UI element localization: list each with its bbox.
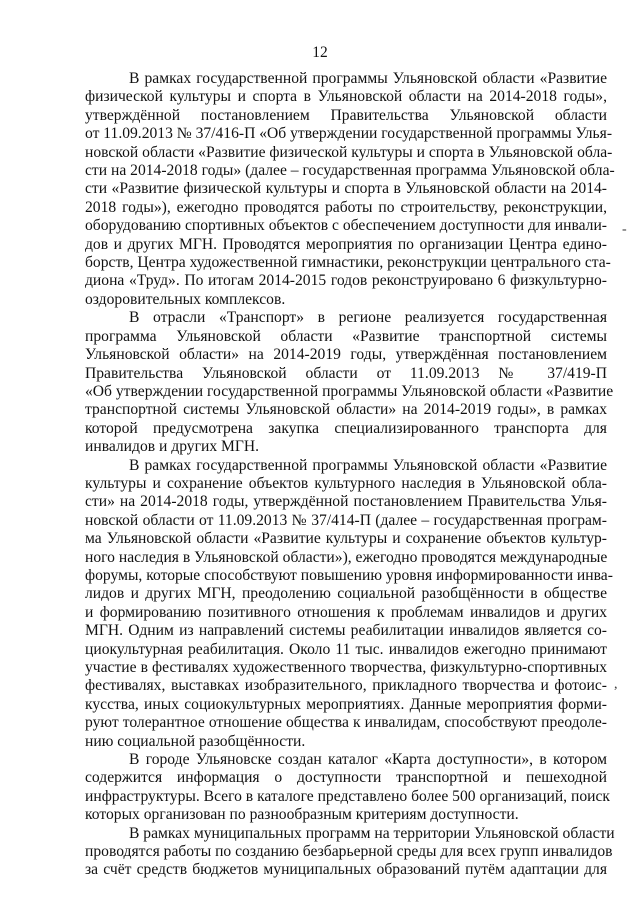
text-line: утверждённой постановлением Правительства Ульяновской области: [85, 106, 607, 124]
text-line: диона «Труд». По итогам 2014-2015 годов реконструировано 6 физкультурно-: [85, 272, 607, 290]
text-line: ма Ульяновской области «Развитие культуры и сохранение объектов культур-: [85, 530, 607, 548]
margin-mark: ,: [614, 677, 618, 692]
text-line: лидов и других МГН, преодолению социальной разобщённости в обществе: [85, 585, 607, 603]
text-line: 2018 годы»), ежегодно проводятся работы по строительству, реконструкции,: [85, 198, 607, 216]
document-body: [85, 70, 615, 880]
text-line: В отрасли «Транспорт» в регионе реализуется государственная: [129, 309, 607, 327]
text-line: МГН. Одним из направлений системы реабилитации инвалидов является со-: [85, 622, 607, 640]
text-line: В рамках муниципальных программ на территории Ульяновской области: [129, 824, 615, 842]
text-line: транспортной системы Ульяновской области» на 2014-2019 годы», в рамках: [85, 401, 607, 419]
paragraph: [85, 70, 615, 309]
text-line: ного наследия в Ульяновской области»), ежегодно проводятся международные: [85, 548, 608, 566]
text-line: новской области от 11.09.2013 № 37/414-П (далее – государственная програм-: [85, 511, 607, 529]
text-line: Ульяновской области» на 2014-2019 годы, утверждённая постановлением: [85, 346, 607, 364]
margin-mark: -: [622, 222, 627, 237]
text-line: оборудованию спортивных объектов с обеспечением доступности для инвали-: [85, 217, 607, 235]
text-line: «Об утверждении государственной программы Ульяновской области «Развитие: [85, 382, 614, 400]
text-line: В городе Ульяновске создан каталог «Карта доступности», в котором: [129, 751, 607, 769]
text-line: В рамках государственной программы Ульяновской области «Развитие: [129, 70, 607, 87]
text-line: которой предусмотрена закупка специализированного транспорта для: [85, 419, 607, 437]
text-line: оздоровительных комплексов.: [85, 290, 286, 308]
paragraph: [85, 751, 610, 825]
text-line: культуры и сохранение объектов культурного наследия в Ульяновской обла-: [85, 474, 607, 492]
text-line: участие в фестивалях художественного творчества, физкультурно-спортивных: [85, 659, 607, 676]
text-line: Правительства Ульяновской области от 11.09.2013 № 37/419-П: [85, 364, 607, 382]
text-line: и формированию позитивного отношения к проблемам инвалидов и других: [85, 603, 607, 621]
text-line: содержится информация о доступности транспортной и пешеходной: [85, 769, 607, 787]
text-line: кусства, иных социокультурных мероприятиях. Данные мероприятия форми-: [85, 695, 607, 713]
text-line: форумы, которые способствуют повышению уровня информированности инва-: [85, 566, 613, 584]
text-line: от 11.09.2013 № 37/416-П «Об утверждении государственной программы Улья-: [85, 125, 613, 143]
text-line: нию социальной разобщённости.: [85, 732, 306, 750]
text-line: сти на 2014-2018 годы» (далее – государственная программа Ульяновской обла-: [85, 162, 615, 180]
text-line: руют толерантное отношение общества к инвалидам, способствуют преодоле-: [85, 714, 607, 732]
paragraph: [85, 824, 615, 880]
text-line: дов и других МГН. Проводятся мероприятия по организации Центра едино-: [85, 235, 607, 253]
text-line: сти» на 2014-2018 годы, утверждённой постановлением Правительства Улья-: [85, 493, 607, 511]
text-line: за счёт средств бюджетов муниципальных образований путём адаптации для: [85, 861, 607, 879]
text-line: циокультурная реабилитация. Около 11 тыс. инвалидов ежегодно принимают: [85, 640, 607, 658]
paragraph: [85, 309, 614, 456]
text-line: борств, Центра художественной гимнастики, реконструкции центрального ста-: [85, 254, 611, 272]
text-line: новской области «Развитие физической культуры и спорта в Ульяновской обла-: [85, 143, 613, 161]
text-line: которых организован по разнообразным критериям доступности.: [85, 806, 519, 824]
text-line: проводятся работы по созданию безбарьерной среды для всех групп инвалидов: [85, 843, 613, 861]
text-line: фестивалях, выставках изобразительного, прикладного творчества и фотоис-: [85, 677, 607, 695]
text-line: инвалидов и других МГН.: [85, 438, 260, 456]
page-number: 12: [312, 44, 328, 61]
text-line: В рамках государственной программы Ульяновской области «Развитие: [129, 456, 607, 474]
text-line: инфраструктуры. Всего в каталоге представлено более 500 организаций, поиск: [85, 787, 610, 805]
text-line: физической культуры и спорта в Ульяновской области на 2014-2018 годы»,: [85, 88, 607, 106]
paragraph: [85, 456, 613, 752]
text-line: сти «Развитие физической культуры и спорта в Ульяновской области на 2014-: [85, 180, 607, 198]
text-line: программа Ульяновской области «Развитие транспортной системы: [85, 327, 607, 345]
